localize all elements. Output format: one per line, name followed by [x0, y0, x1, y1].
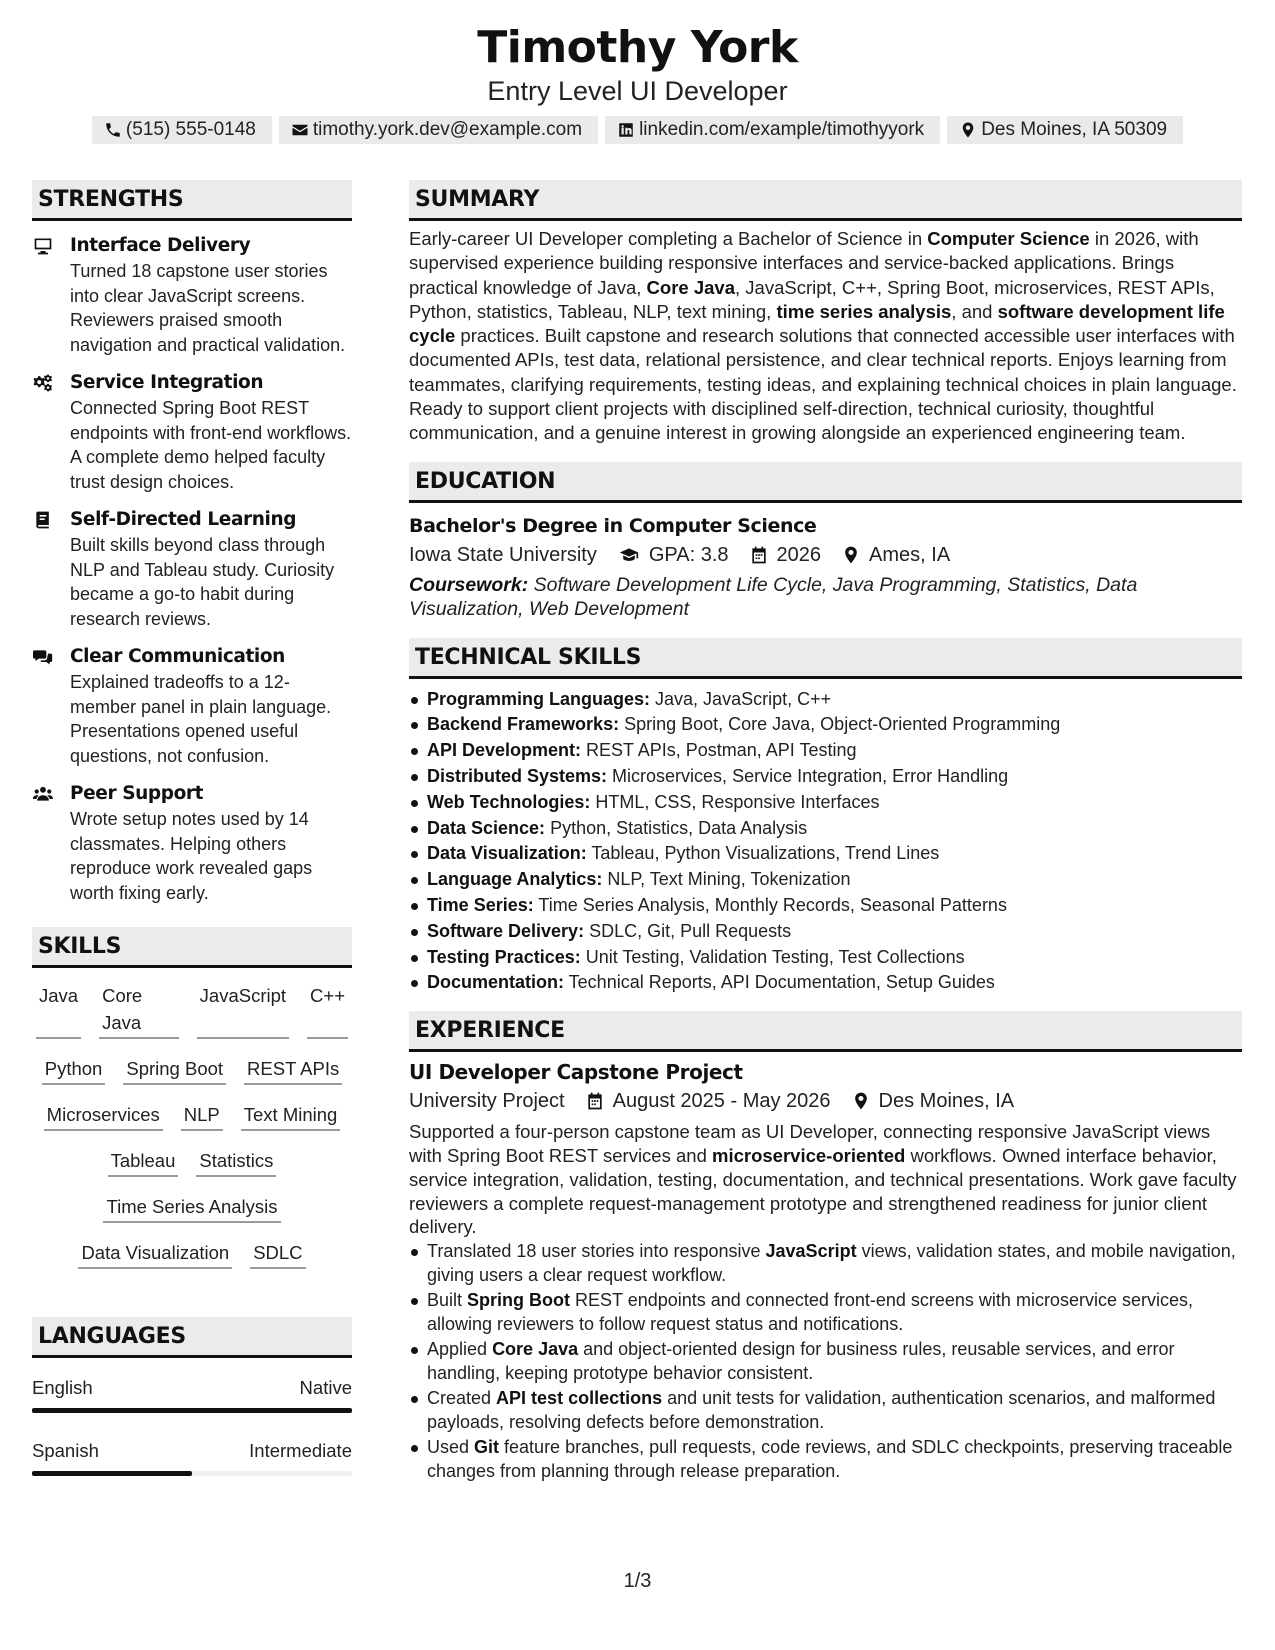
- skill-tag: Tableau: [108, 1147, 179, 1177]
- strength-title: Clear Communication: [70, 646, 285, 667]
- experience-bullets: [409, 1239, 1242, 1483]
- strengths-heading: STRENGTHS: [32, 180, 352, 221]
- technical-skill-item: [409, 867, 1242, 893]
- technical-skill-item: [409, 712, 1242, 738]
- linkedin-text[interactable]: linkedin.com/example/timothyyork: [639, 119, 925, 140]
- skill-category: Testing Practices:: [427, 946, 581, 967]
- experience-dates: August 2025 - May 2026: [612, 1090, 831, 1113]
- skill-category: Distributed Systems:: [427, 766, 608, 787]
- text-segment: Supported a four-person capstone team as UI Developer, connecting responsive JavaScript views with Spring Boot REST services and: [409, 1121, 1211, 1167]
- emphasis-text: time series analysis: [776, 300, 952, 322]
- map-pin-icon: [841, 545, 861, 565]
- emphasis-text: JavaScript: [765, 1241, 857, 1262]
- emphasis-text: Core Java: [646, 276, 735, 298]
- skill-values: Spring Boot, Core Java, Object-Oriented Programming: [619, 714, 1061, 735]
- page-number: 1/3: [623, 1570, 652, 1592]
- strength-icon-wrap: [32, 507, 70, 631]
- skill-values: NLP, Text Mining, Tokenization: [602, 869, 851, 890]
- coursework: [409, 573, 1242, 621]
- map-pin-icon: [959, 121, 977, 139]
- technical-skill-item: [409, 764, 1242, 790]
- language-name: Spanish: [32, 1440, 99, 1461]
- strength-description: Wrote setup notes used by 14 classmates. Helping others reproduce work revealed gaps worth fixing early.: [70, 809, 313, 903]
- proficiency-fill: [32, 1471, 192, 1476]
- experience-bullet: [409, 1288, 1242, 1336]
- skill-category: API Development:: [427, 740, 582, 761]
- text-segment: , and: [951, 300, 998, 322]
- strength-item: [32, 781, 352, 905]
- strength-description: Connected Spring Boot REST endpoints with front-end workflows. A complete demo helped faculty trust design choices.: [70, 398, 352, 492]
- skill-category: Data Visualization:: [427, 843, 587, 864]
- contact-location: [947, 116, 1183, 144]
- skill-tag: C++: [307, 982, 348, 1039]
- text-segment: feature branches, pull requests, code reviews, and SDLC checkpoints, preserving traceable changes from planning through release preparation.: [427, 1437, 1233, 1482]
- skills-row: [36, 1239, 348, 1285]
- proficiency-bar: [32, 1408, 352, 1413]
- technical-skill-item: [409, 893, 1242, 919]
- summary-text: [409, 227, 1242, 446]
- emphasis-text: Core Java: [492, 1339, 579, 1360]
- location-text: Des Moines, IA 50309: [981, 119, 1168, 140]
- language-level: Intermediate: [249, 1440, 352, 1461]
- skill-tag: Spring Boot: [123, 1055, 226, 1085]
- chat-icon: [32, 647, 54, 667]
- skill-values: Technical Reports, API Documentation, Setup Guides: [564, 972, 995, 993]
- text-segment: and unit tests for validation, authentication scenarios, and malformed payloads, resolving defects before demonstration.: [427, 1388, 1216, 1433]
- email-text[interactable]: timothy.york.dev@example.com: [312, 119, 583, 140]
- proficiency-fill: [32, 1408, 352, 1413]
- strength-item: [32, 370, 352, 494]
- skills-row: [36, 982, 348, 1055]
- graduation-cap-icon: [617, 545, 641, 565]
- skill-tag: Python: [42, 1055, 106, 1085]
- experience-org: University Project: [409, 1090, 565, 1113]
- strength-item: [32, 507, 352, 631]
- emphasis-text: Git: [474, 1437, 500, 1458]
- proficiency-bar: [32, 1471, 352, 1476]
- language-item: [32, 1376, 352, 1413]
- emphasis-text: API test collections: [496, 1388, 663, 1409]
- skill-category: Software Delivery:: [427, 920, 585, 941]
- emphasis-text: microservice-oriented: [712, 1145, 906, 1167]
- skill-category: Web Technologies:: [427, 791, 591, 812]
- skills-row: [36, 1101, 348, 1147]
- skill-values: Microservices, Service Integration, Error Handling: [607, 766, 1009, 787]
- experience-location: Des Moines, IA: [878, 1090, 1015, 1113]
- monitor-icon: [32, 236, 54, 256]
- technical-skill-item: [409, 687, 1242, 713]
- emphasis-text: Computer Science: [927, 228, 1090, 249]
- emphasis-text: Spring Boot: [467, 1290, 571, 1311]
- experience-bullet: [409, 1337, 1242, 1385]
- strengths-list: [32, 233, 352, 905]
- skill-values: SDLC, Git, Pull Requests: [584, 920, 792, 941]
- skill-values: Python, Statistics, Data Analysis: [545, 817, 808, 838]
- skills-tags: [32, 968, 352, 1285]
- strength-item: [32, 233, 352, 357]
- language-level: Native: [299, 1377, 352, 1398]
- experience-bullet: [409, 1435, 1242, 1483]
- strength-body: [70, 233, 352, 357]
- experience-title: UI Developer Capstone Project: [409, 1060, 743, 1085]
- emphasis-text: software development life cycle: [409, 300, 1225, 347]
- school-name: Iowa State University: [409, 543, 597, 566]
- experience-bullet: [409, 1386, 1242, 1434]
- education-heading: EDUCATION: [409, 462, 1242, 503]
- technical-skill-item: [409, 841, 1242, 867]
- school-location: Ames, IA: [869, 543, 951, 566]
- text-segment: Early-career UI Developer completing a Bachelor of Science in: [409, 228, 928, 249]
- strength-body: [70, 370, 352, 494]
- text-segment: in 2026, with supervised experience building responsive interfaces and service-backed applications. Brings practical knowledge of Java,: [409, 228, 1199, 298]
- experience-bullet: [409, 1239, 1242, 1287]
- technical-skill-item: [409, 919, 1242, 945]
- strength-title: Peer Support: [70, 783, 204, 804]
- skills-heading: SKILLS: [32, 927, 352, 968]
- contact-email[interactable]: [279, 116, 598, 144]
- gears-icon: [32, 373, 54, 393]
- skill-category: Time Series:: [427, 895, 534, 916]
- text-segment: Applied: [427, 1339, 493, 1360]
- contact-linkedin[interactable]: [605, 116, 940, 144]
- skill-values: REST APIs, Postman, API Testing: [581, 740, 857, 761]
- skills-row: [36, 1055, 348, 1101]
- text-segment: Built: [427, 1290, 468, 1311]
- skill-values: HTML, CSS, Responsive Interfaces: [590, 791, 880, 812]
- skills-row: [36, 1147, 348, 1193]
- calendar-icon: [749, 545, 769, 565]
- summary-heading: SUMMARY: [409, 180, 1242, 221]
- phone-text: (515) 555-0148: [125, 119, 256, 140]
- calendar-icon: [585, 1091, 605, 1111]
- right-column: [409, 180, 1242, 1484]
- experience-heading: EXPERIENCE: [409, 1011, 1242, 1052]
- strength-item: [32, 644, 352, 768]
- skill-tag: REST APIs: [244, 1055, 342, 1085]
- degree-title: Bachelor's Degree in Computer Science: [409, 514, 817, 537]
- resume-header: [0, 22, 1275, 144]
- strength-description: Explained tradeoffs to a 12-member panel in plain language. Presentations opened useful questions, not confusion.: [70, 672, 332, 766]
- linkedin-icon: [617, 121, 635, 139]
- strength-title: Interface Delivery: [70, 235, 251, 256]
- graduation-year: 2026: [776, 543, 822, 566]
- text-segment: views, validation states, and mobile navigation, giving users a clear request workflow.: [427, 1241, 1236, 1286]
- map-pin-icon: [851, 1091, 871, 1111]
- language-row: [32, 1439, 352, 1463]
- skills-row: [36, 1193, 348, 1239]
- technical-skill-item: [409, 790, 1242, 816]
- phone-icon: [104, 121, 122, 139]
- skill-values: Time Series Analysis, Monthly Records, Seasonal Patterns: [533, 895, 1007, 916]
- text-segment: practices. Built capstone and research solutions that connected accessible user interfaces with documented APIs, test data, relational persistence, and clear technical reports. Enjoys learning from teammates, clarifying requirements, testing ideas, and explaining technical choices in plain language. Ready to support client projects with disciplined self-direction, technical curiosity, thoughtful communication, and a genuine interest in growing alongside an experienced engineering team.: [409, 325, 1237, 444]
- skill-tag: SDLC: [250, 1239, 305, 1269]
- job-title: Entry Level UI Developer: [487, 76, 788, 106]
- strength-title: Service Integration: [70, 372, 264, 393]
- education-meta: [409, 540, 1242, 570]
- skill-category: Programming Languages:: [427, 688, 651, 709]
- languages-list: [32, 1376, 352, 1476]
- strength-icon-wrap: [32, 781, 70, 905]
- strength-body: [70, 644, 352, 768]
- strength-icon-wrap: [32, 370, 70, 494]
- skill-category: Language Analytics:: [427, 869, 603, 890]
- skill-category: Data Science:: [427, 817, 546, 838]
- technical-skill-item: [409, 970, 1242, 996]
- strength-title: Self-Directed Learning: [70, 509, 297, 530]
- text-segment: Used: [427, 1437, 475, 1458]
- book-icon: [32, 510, 54, 530]
- coursework-list: Software Development Life Cycle, Java Programming, Statistics, Data Visualization, Web Development: [409, 573, 1138, 620]
- text-segment: , JavaScript, C++, Spring Boot, microservices, REST APIs, Python, statistics, Tableau, NLP, text mining,: [409, 276, 1215, 322]
- coursework-label: Coursework:: [409, 573, 529, 596]
- skill-category: Backend Frameworks:: [427, 714, 620, 735]
- language-name: English: [32, 1377, 93, 1398]
- skill-tag: Core Java: [99, 982, 179, 1039]
- skill-tag: Data Visualization: [78, 1239, 232, 1269]
- text-segment: workflows. Owned interface behavior, service integration, validation, testing, documentation, and technical presentations. Work gave faculty reviewers a complete request-management prototype and strengthened readiness for junior client delivery.: [409, 1145, 1237, 1238]
- skill-tag: Text Mining: [241, 1101, 341, 1131]
- users-icon: [32, 784, 54, 804]
- skill-tag: Statistics: [196, 1147, 276, 1177]
- technical-skill-item: [409, 738, 1242, 764]
- skill-values: Unit Testing, Validation Testing, Test Collections: [580, 946, 965, 967]
- strength-body: [70, 781, 352, 905]
- contact-phone: [92, 116, 272, 144]
- experience-description: [409, 1120, 1242, 1239]
- envelope-icon: [291, 121, 309, 139]
- technical-skills-heading: TECHNICAL SKILLS: [409, 638, 1242, 679]
- text-segment: REST endpoints and connected front-end screens with microservice services, allowing reviewers to follow request status and notifications.: [427, 1290, 1193, 1335]
- technical-skill-item: [409, 816, 1242, 842]
- text-segment: Translated 18 user stories into responsive: [427, 1241, 766, 1262]
- languages-heading: LANGUAGES: [32, 1317, 352, 1358]
- skill-tag: JavaScript: [197, 982, 289, 1039]
- strength-description: Turned 18 capstone user stories into clear JavaScript screens. Reviewers praised smooth navigation and practical validation.: [70, 261, 346, 355]
- language-row: [32, 1376, 352, 1400]
- text-segment: Created: [427, 1388, 497, 1409]
- strength-body: [70, 507, 352, 631]
- strength-icon-wrap: [32, 644, 70, 768]
- experience-meta: [409, 1086, 1242, 1116]
- text-segment: and object-oriented design for business rules, reusable services, and error handling, keeping prototype behavior consistent.: [427, 1339, 1175, 1384]
- skill-values: Tableau, Python Visualizations, Trend Lines: [586, 843, 940, 864]
- technical-skills-list: [409, 687, 1242, 997]
- skill-tag: NLP: [181, 1101, 223, 1131]
- skill-tag: Time Series Analysis: [103, 1193, 280, 1223]
- strength-description: Built skills beyond class through NLP and Tableau study. Curiosity became a go-to habit during research reviews.: [70, 535, 335, 629]
- language-item: [32, 1439, 352, 1476]
- skill-tag: Microservices: [44, 1101, 163, 1131]
- contact-bar: [0, 116, 1275, 144]
- skill-tag: Java: [36, 982, 81, 1039]
- gpa-text: GPA: 3.8: [648, 543, 729, 566]
- left-column: [32, 180, 352, 1476]
- technical-skill-item: [409, 945, 1242, 971]
- strength-icon-wrap: [32, 233, 70, 357]
- skill-values: Java, JavaScript, C++: [650, 688, 832, 709]
- skill-category: Documentation:: [427, 972, 564, 993]
- candidate-name: Timothy York: [477, 22, 798, 73]
